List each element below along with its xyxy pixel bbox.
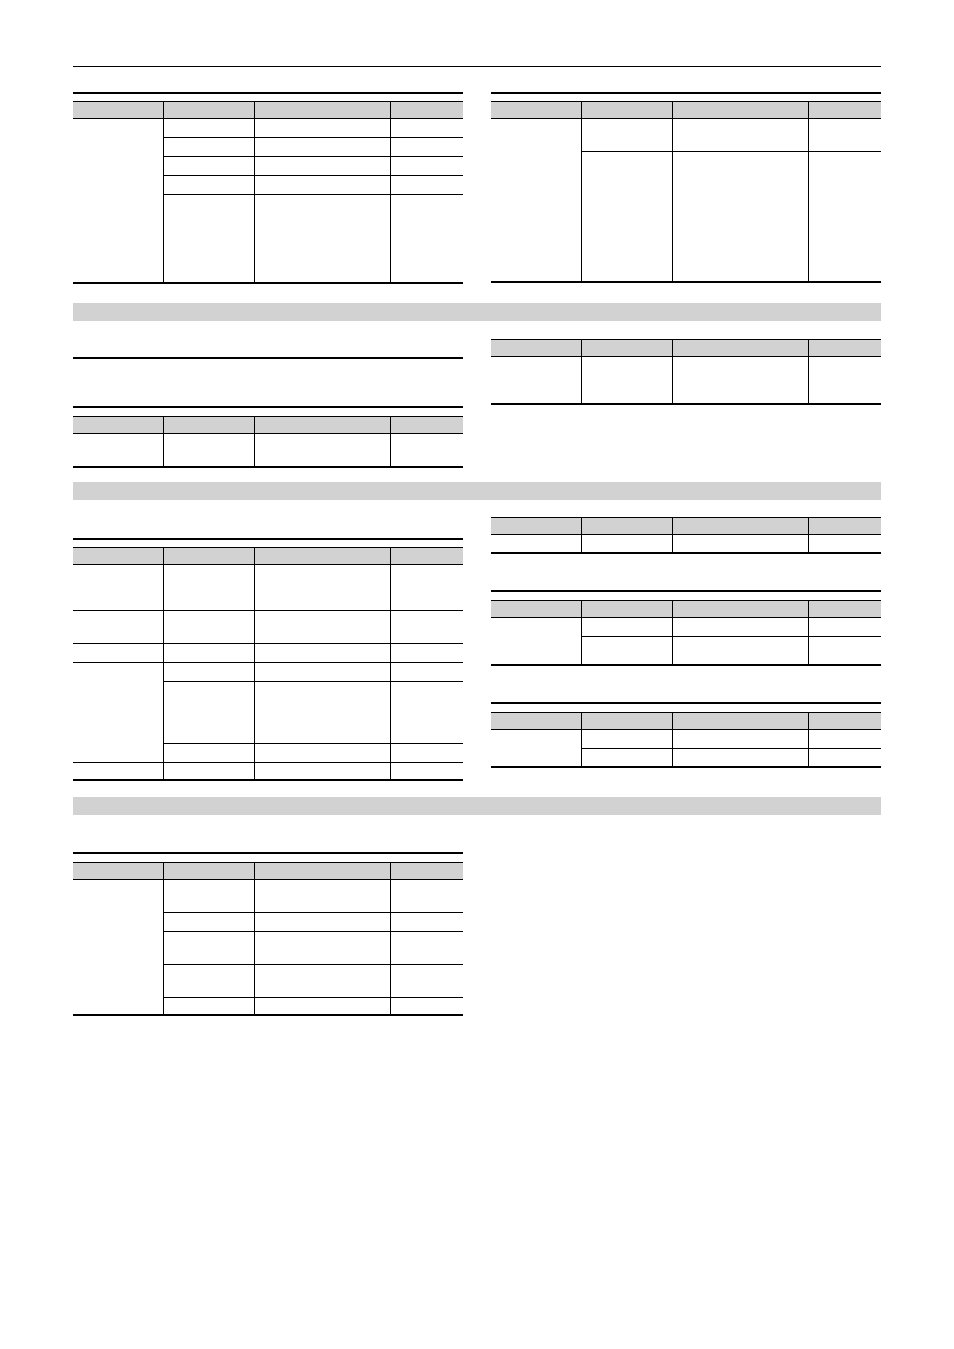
menu-table [73,416,463,468]
sub-heading-rule [73,357,463,359]
section-band [73,303,881,321]
menu-table [73,547,463,781]
table-row [491,730,881,749]
menu-table [491,600,881,666]
section-band [73,482,881,500]
table-row [73,663,463,682]
table-row [491,119,881,152]
menu-table [73,101,463,284]
table-row [73,565,463,611]
col-header [73,102,163,119]
col-header [163,102,254,119]
table-row [491,357,881,404]
menu-table [491,101,881,283]
table-row [491,535,881,553]
table-row [73,644,463,663]
section-band [73,797,881,815]
table-row [73,119,463,138]
page-header-rule [73,66,881,67]
col-header [254,102,390,119]
table-title-rule [491,92,881,94]
table-title-rule [73,852,463,854]
table-row [73,611,463,644]
table-title-rule [73,406,463,408]
menu-table [491,712,881,768]
table-row [491,618,881,637]
table-title-rule [73,538,463,540]
table-title-rule [491,702,881,704]
table-row [73,880,463,913]
table-cell [73,119,163,283]
menu-table [491,517,881,554]
col-header [390,102,463,119]
table-title-rule [73,92,463,94]
menu-table [491,339,881,405]
table-row [73,434,463,467]
table-title-rule [491,590,881,592]
menu-table [73,862,463,1016]
table-row [73,763,463,780]
